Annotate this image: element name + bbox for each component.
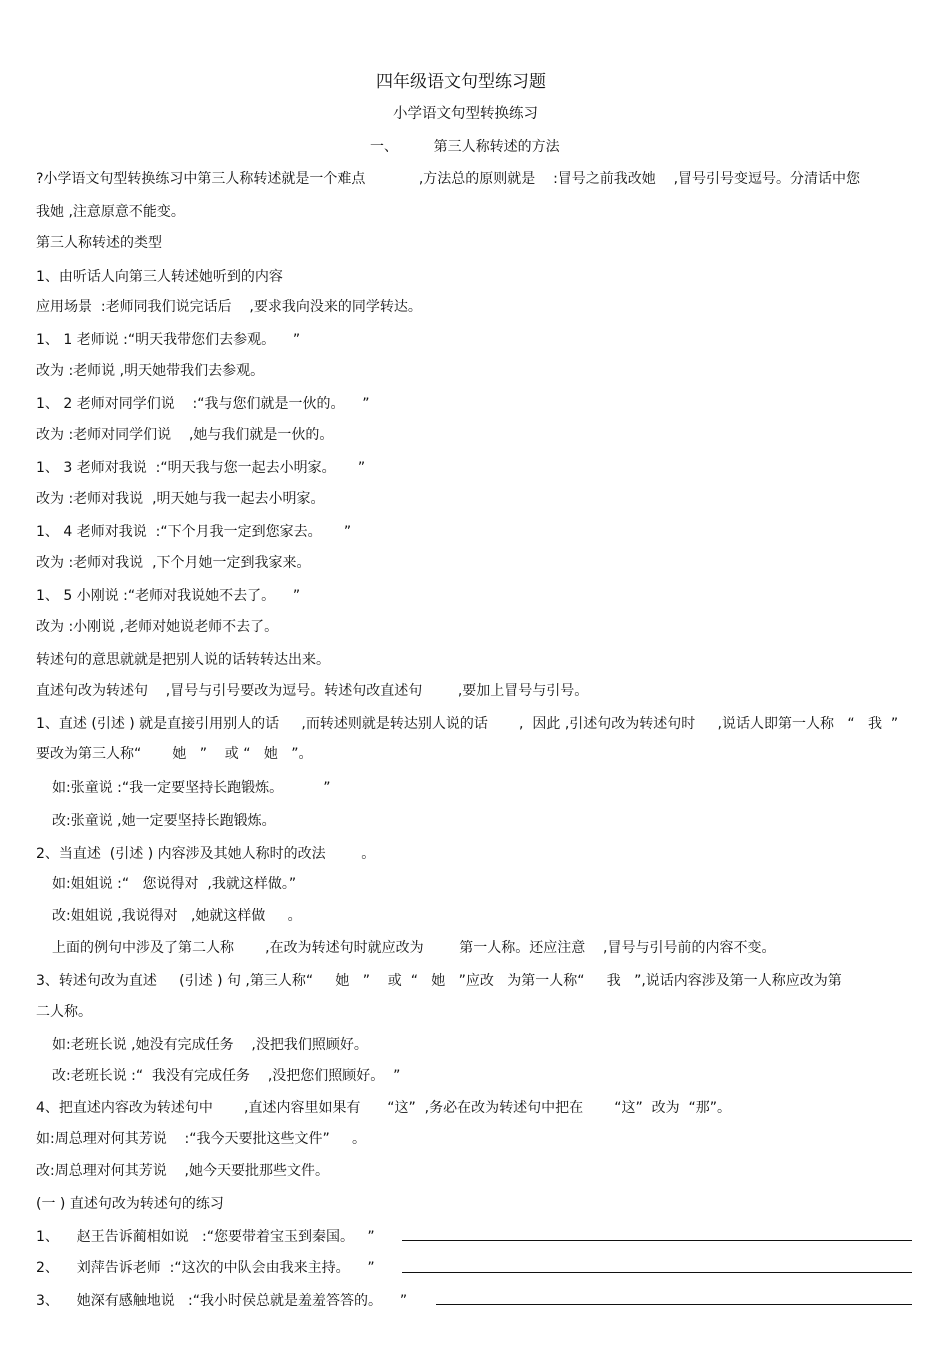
text-line: 改:张童说 ,她一定要坚持长跑锻炼。 bbox=[52, 813, 276, 829]
answer-blank[interactable] bbox=[402, 1272, 912, 1273]
text-line: 改:姐姐说 ,我说得对 ,她就这样做 。 bbox=[52, 908, 302, 924]
text-line: 上面的例句中涉及了第二人称 ,在改为转述句时就应改为 第一人称。还应注意 ,冒号与引号前的内容不变。 bbox=[52, 940, 776, 956]
exercise-item: 1、 赵王告诉蔺相如说 :“您要带着宝玉到秦国。 ” bbox=[36, 1229, 375, 1245]
text-line: 改为 :老师对我说 ,明天她与我一起去小明家。 bbox=[36, 491, 325, 507]
text-line: 1、 5 小刚说 :“老师对我说她不去了。 ” bbox=[36, 588, 301, 604]
exercise-item: 2、 刘萍告诉老师 :“这次的中队会由我来主持。 ” bbox=[36, 1260, 375, 1276]
answer-blank[interactable] bbox=[436, 1304, 912, 1305]
text-line: (一 ) 直述句改为转述句的练习 bbox=[36, 1196, 224, 1212]
text-line: 3、转述句改为直述 (引述 ) 句 ,第三人称“ 她 ” 或 “ 她 ”应改 为第一人称“ 我 ”,说话内容涉及第一人称应改为第 bbox=[36, 973, 842, 989]
text-line: ?小学语文句型转换练习中第三人称转述就是一个难点 ,方法总的原则就是 :冒号之前我改她 ,冒号引号变逗号。分清话中您 bbox=[36, 171, 861, 187]
text-line: 1、 1 老师说 :“明天我带您们去参观。 ” bbox=[36, 332, 301, 348]
text-line: 改为 :老师说 ,明天她带我们去参观。 bbox=[36, 363, 265, 379]
page-title: 四年级语文句型练习题 bbox=[376, 72, 546, 92]
text-line: 1、 3 老师对我说 :“明天我与您一起去小明家。 ” bbox=[36, 460, 366, 476]
text-line: 如:姐姐说 :“ 您说得对 ,我就这样做。” bbox=[52, 876, 297, 892]
text-line: 改为 :小刚说 ,老师对她说老师不去了。 bbox=[36, 619, 279, 635]
text-line: 第三人称转述的类型 bbox=[36, 235, 162, 251]
text-line: 二人称。 bbox=[36, 1004, 92, 1020]
text-line: 1、 2 老师对同学们说 :“我与您们就是一伙的。 ” bbox=[36, 396, 370, 412]
text-line: 转述句的意思就就是把别人说的话转转达出来。 bbox=[36, 652, 330, 668]
text-line: 如:张童说 :“我一定要坚持长跑锻炼。 ” bbox=[52, 780, 331, 796]
text-line: 改:老班长说 :“ 我没有完成任务 ,没把您们照顾好。 ” bbox=[52, 1068, 401, 1084]
text-line: 改为 :老师对我说 ,下个月她一定到我家来。 bbox=[36, 555, 311, 571]
text-line: 我她 ,注意原意不能变。 bbox=[36, 204, 185, 220]
answer-blank[interactable] bbox=[402, 1240, 912, 1241]
text-line: 如:老班长说 ,她没有完成任务 ,没把我们照顾好。 bbox=[52, 1037, 368, 1053]
text-line: 直述句改为转述句 ,冒号与引号要改为逗号。转述句改直述句 ,要加上冒号与引号。 bbox=[36, 683, 589, 699]
text-line: 4、把直述内容改为转述句中 ,直述内容里如果有 “这” ,务必在改为转述句中把在 “这” 改为 “那”。 bbox=[36, 1100, 732, 1116]
section-heading: 一、 第三人称转述的方法 bbox=[370, 139, 560, 155]
text-line: 改:周总理对何其芳说 ,她今天要批那些文件。 bbox=[36, 1163, 329, 1179]
page-subtitle: 小学语文句型转换练习 bbox=[393, 106, 538, 122]
text-line: 改为 :老师对同学们说 ,她与我们就是一伙的。 bbox=[36, 427, 334, 443]
text-line: 1、由听话人向第三人转述她听到的内容 bbox=[36, 269, 283, 285]
text-line: 1、直述 (引述 ) 就是直接引用别人的话 ,而转述则就是转达别人说的话 , 因此 ,引述句改为转述句时 ,说话人即第一人称 “ 我 ” bbox=[36, 716, 899, 732]
text-line: 要改为第三人称“ 她 ” 或 “ 她 ”。 bbox=[36, 746, 313, 762]
text-line: 如:周总理对何其芳说 :“我今天要批这些文件” 。 bbox=[36, 1131, 366, 1147]
text-line: 1、 4 老师对我说 :“下个月我一定到您家去。 ” bbox=[36, 524, 352, 540]
exercise-item: 3、 她深有感触地说 :“我小时侯总就是羞羞答答的。 ” bbox=[36, 1293, 408, 1309]
text-line: 应用场景 :老师同我们说完话后 ,要求我向没来的同学转达。 bbox=[36, 299, 422, 315]
text-line: 2、当直述 (引述 ) 内容涉及其她人称时的改法 。 bbox=[36, 846, 376, 862]
